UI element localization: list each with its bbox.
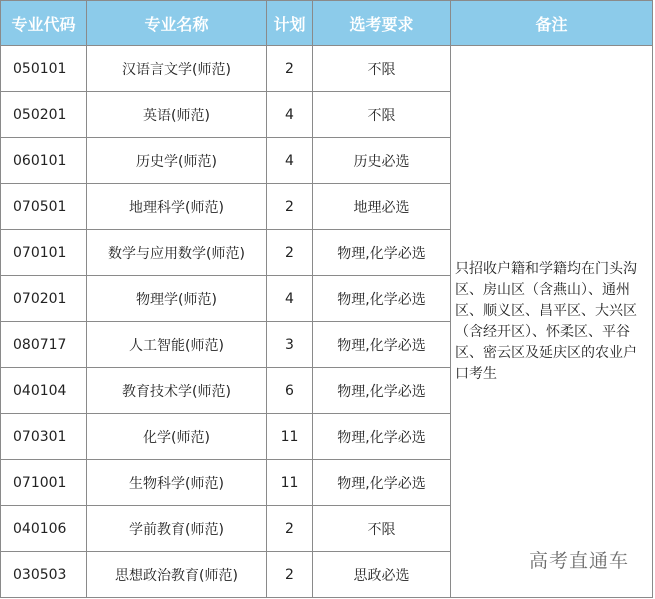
cell-code: 070301	[1, 414, 87, 460]
cell-requirement: 历史必选	[313, 138, 451, 184]
cell-code: 040104	[1, 368, 87, 414]
cell-plan: 4	[267, 138, 313, 184]
table-row	[1, 46, 653, 92]
cell-name: 地理科学(师范)	[87, 184, 267, 230]
cell-code: 080717	[1, 322, 87, 368]
cell-plan: 6	[267, 368, 313, 414]
cell-plan: 4	[267, 276, 313, 322]
cell-plan: 11	[267, 414, 313, 460]
cell-name: 英语(师范)	[87, 92, 267, 138]
cell-code: 060101	[1, 138, 87, 184]
cell-name: 数学与应用数学(师范)	[87, 230, 267, 276]
cell-code: 071001	[1, 460, 87, 506]
table-body	[1, 46, 653, 598]
cell-plan: 2	[267, 46, 313, 92]
cell-requirement: 地理必选	[313, 184, 451, 230]
watermark: 高考直通车	[528, 550, 629, 572]
cell-requirement: 不限	[313, 46, 451, 92]
cell-code: 070201	[1, 276, 87, 322]
cell-name: 生物科学(师范)	[87, 460, 267, 506]
cell-plan: 4	[267, 92, 313, 138]
cell-requirement: 物理,化学必选	[313, 276, 451, 322]
cell-code: 050101	[1, 46, 87, 92]
cell-name: 物理学(师范)	[87, 276, 267, 322]
cell-requirement: 思政必选	[313, 552, 451, 598]
cell-requirement: 物理,化学必选	[313, 460, 451, 506]
cell-code: 070101	[1, 230, 87, 276]
cell-code: 050201	[1, 92, 87, 138]
cell-name: 学前教育(师范)	[87, 506, 267, 552]
cell-plan: 2	[267, 184, 313, 230]
header-requirement: 选考要求	[313, 1, 451, 46]
cell-requirement: 物理,化学必选	[313, 230, 451, 276]
cell-name: 化学(师范)	[87, 414, 267, 460]
cell-plan: 2	[267, 230, 313, 276]
cell-requirement: 物理,化学必选	[313, 368, 451, 414]
cell-name: 人工智能(师范)	[87, 322, 267, 368]
cell-name: 汉语言文学(师范)	[87, 46, 267, 92]
header-name: 专业名称	[87, 1, 267, 46]
cell-name: 教育技术学(师范)	[87, 368, 267, 414]
header-row	[1, 1, 653, 46]
header-code: 专业代码	[1, 1, 87, 46]
cell-plan: 11	[267, 460, 313, 506]
header-note: 备注	[451, 1, 653, 46]
cell-code: 070501	[1, 184, 87, 230]
cell-requirement: 不限	[313, 92, 451, 138]
cell-name: 思想政治教育(师范)	[87, 552, 267, 598]
header-plan: 计划	[267, 1, 313, 46]
cell-code: 030503	[1, 552, 87, 598]
cell-requirement: 不限	[313, 506, 451, 552]
cell-plan: 2	[267, 552, 313, 598]
cell-code: 040106	[1, 506, 87, 552]
cell-requirement: 物理,化学必选	[313, 414, 451, 460]
cell-name: 历史学(师范)	[87, 138, 267, 184]
cell-plan: 3	[267, 322, 313, 368]
cell-requirement: 物理,化学必选	[313, 322, 451, 368]
cell-note: 只招收户籍和学籍均在门头沟区、房山区（含燕山）、通州区、顺义区、昌平区、大兴区（含经开区）、怀柔区、平谷区、密云区及延庆区的农业户口考生	[451, 46, 653, 598]
cell-plan: 2	[267, 506, 313, 552]
